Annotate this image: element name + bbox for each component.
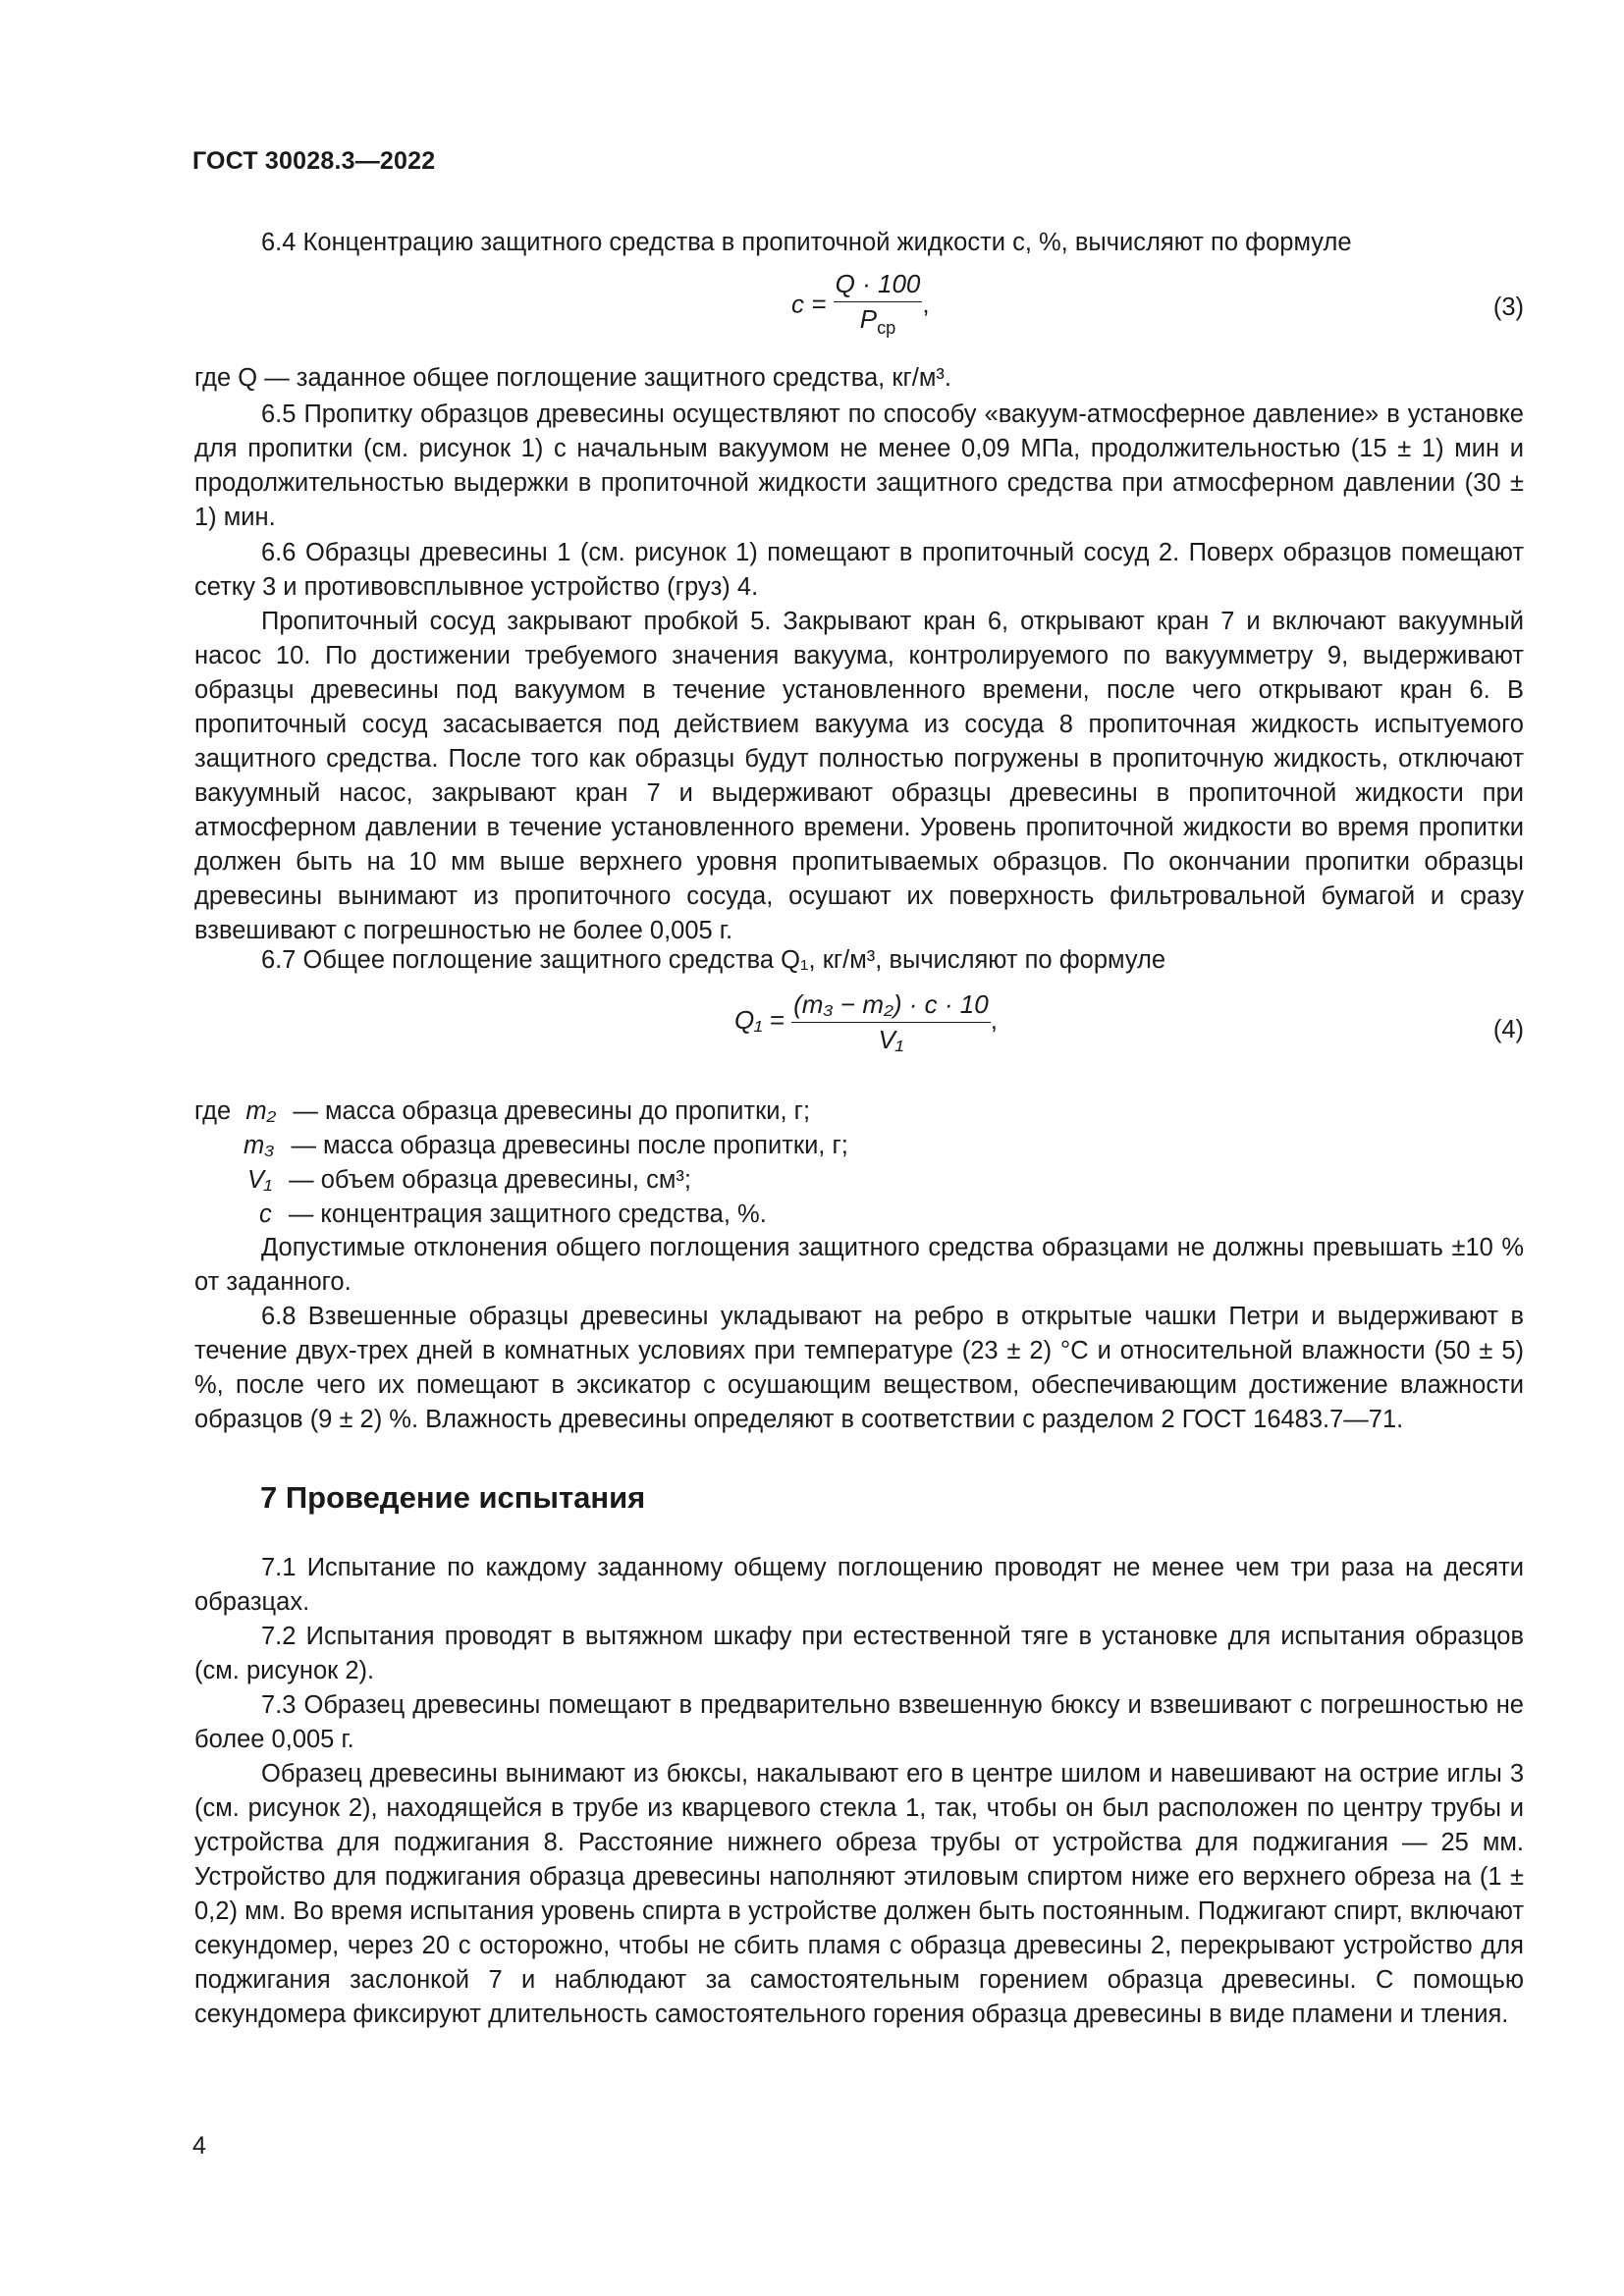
formula-4-denominator: V₁ <box>878 1025 904 1054</box>
formula-3-den-base: P <box>859 304 878 334</box>
formula-3-fraction <box>834 269 923 343</box>
formula-4-fraction <box>791 989 991 1054</box>
legend-text: — масса образца древесины до пропитки, г; <box>293 1097 811 1125</box>
paragraph-deviation: Допустимые отклонения общего поглощения защитного средства образцами не должны превышать ±10 % от заданного. <box>194 1234 1524 1296</box>
legend-row <box>259 1198 767 1232</box>
paragraph-test-procedure: Образец древесины вынимают из бюксы, накалывают его в центре шилом и навешивают на острие иглы 3 (см. рисунок 2), находящейся в трубе из кварцевого стекла 1, так, чтобы он был расположен по центру трубы и устройства для поджигания 8. Расстояние нижнего обреза трубы от устройства для поджигания — 25 мм. Устройство для поджигания образца древесины наполняют этиловым спиртом ниже его верхнего обреза на (1 ± 0,2) мм. Во время испытания уровень спирта в устройстве должен быть постоянным. Поджигают спирт, включают секундомер, через 20 с осторожно, чтобы не сбить пламя с образца древесины 2, перекрывают устройство для поджигания заслонкой 7 и наблюдают за самостоятельным горением образца древесины. С помощью секундомера фиксируют длительность самостоятельного горения образца древесины в виде пламени и тления. <box>194 1760 1524 2028</box>
legend-row <box>194 1095 810 1129</box>
formula-4-lhs: Q₁ = <box>734 1004 785 1035</box>
legend-text: — концентрация защитного средства, %. <box>288 1201 767 1228</box>
formula-3-tail: , <box>922 289 930 319</box>
paragraph-6-6: 6.6 Образцы древесины 1 (см. рисунок 1) помещают в пропиточный сосуд 2. Поверх образцов помещают сетку 3 и противовсплывное устройство (груз) 4. <box>194 539 1524 601</box>
formula-3-numerator: Q · 100 <box>834 269 923 302</box>
paragraph-where-q: где Q — заданное общее поглощение защитного средства, кг/м³. <box>194 364 952 392</box>
page-number: 4 <box>192 2132 206 2160</box>
formula-4 <box>734 989 998 1054</box>
formula-3-lhs: c = <box>791 289 827 319</box>
formula-3 <box>791 269 930 343</box>
equation-number-3: (3) <box>1492 294 1524 321</box>
paragraph-7-2: 7.2 Испытания проводят в вытяжном шкафу при естественной тяге в установке для испытания образцов (см. рисунок 2). <box>194 1623 1524 1684</box>
paragraph-6-5: 6.5 Пропитку образцов древесины осуществляют по способу «вакуум-атмосферное давление» в установке для пропитки (см. рисунок 1) с начальным вакуумом не менее 0,09 МПа, продолжительностью (15 ± 1) мин и продолжительностью выдержки в пропиточной жидкости защитного средства при атмосферном давлении (30 ± 1) мин. <box>194 400 1524 531</box>
formula-3-den-sub: ср <box>877 318 896 338</box>
legend-row <box>244 1129 848 1163</box>
formula-4-tail: , <box>990 1004 998 1035</box>
paragraph-6-8: 6.8 Взвешенные образцы древесины укладывают на ребро в открытые чашки Петри и выдерживают в течение двух-трех дней в комнатных условиях при температуре (23 ± 2) °С и относительной влажности (50 ± 5) %, после чего их помещают в эксикатор с осушающим веществом, обеспечивающим достижение влажности образцов (9 ± 2) %. Влажность древесины определяют в соответствии с разделом 2 ГОСТ 16483.7—71. <box>194 1303 1524 1433</box>
paragraph-6-7: 6.7 Общее поглощение защитного средства Q₁, кг/м³, вычисляют по формуле <box>261 946 1166 974</box>
paragraph-7-3: 7.3 Образец древесины помещают в предварительно взвешенную бюксу и взвешивают с погрешностью не более 0,005 г. <box>194 1691 1524 1753</box>
document-header: ГОСТ 30028.3—2022 <box>192 147 436 175</box>
legend-row <box>247 1163 691 1198</box>
paragraph-6-4: 6.4 Концентрацию защитного средства в пропиточной жидкости c, %, вычисляют по формуле <box>261 229 1352 256</box>
formula-3-denominator <box>834 302 923 343</box>
legend-symbol: m₂ <box>245 1097 277 1125</box>
paragraph-7-1: 7.1 Испытание по каждому заданному общему поглощению проводят не менее чем три раза на десяти образцах. <box>194 1554 1524 1616</box>
equation-number-4: (4) <box>1492 1016 1524 1043</box>
formula-4-numerator: (m₃ − m₂) · c · 10 <box>791 989 991 1023</box>
legend-prefix: где <box>194 1097 232 1125</box>
legend-text: — объем образца древесины, см³; <box>289 1166 691 1194</box>
section-7-title: 7 Проведение испытания <box>260 1480 646 1515</box>
legend-symbol: m₃ <box>244 1132 275 1159</box>
legend-symbol: c <box>259 1201 272 1228</box>
paragraph-impregnation: Пропиточный сосуд закрывают пробкой 5. Закрывают кран 6, открывают кран 7 и включают вакуумный насос 10. По достижении требуемого значения вакуума, контролируемого по вакуумметру 9, выдерживают образцы древесины под вакуумом в течение установленного времени, после чего открывают кран 6. В пропиточный сосуд засасывается под действием вакуума из сосуда 8 пропиточная жидкость испытуемого защитного средства. После того как образцы будут полностью погружены в пропиточную жидкость, отключают вакуумный насос, закрывают кран 7 и выдерживают образцы древесины в пропиточной жидкости при атмосферном давлении в течение установленного времени. Уровень пропиточной жидкости во время пропитки должен быть на 10 мм выше верхнего уровня пропитываемых образцов. По окончании пропитки образцы древесины вынимают из пропиточного сосуда, осушают их поверхность фильтровальной бумагой и сразу взвешивают с погрешностью не более 0,005 г. <box>194 608 1524 944</box>
legend-text: — масса образца древесины после пропитки, г; <box>291 1132 848 1159</box>
legend-symbol: V₁ <box>247 1166 273 1194</box>
